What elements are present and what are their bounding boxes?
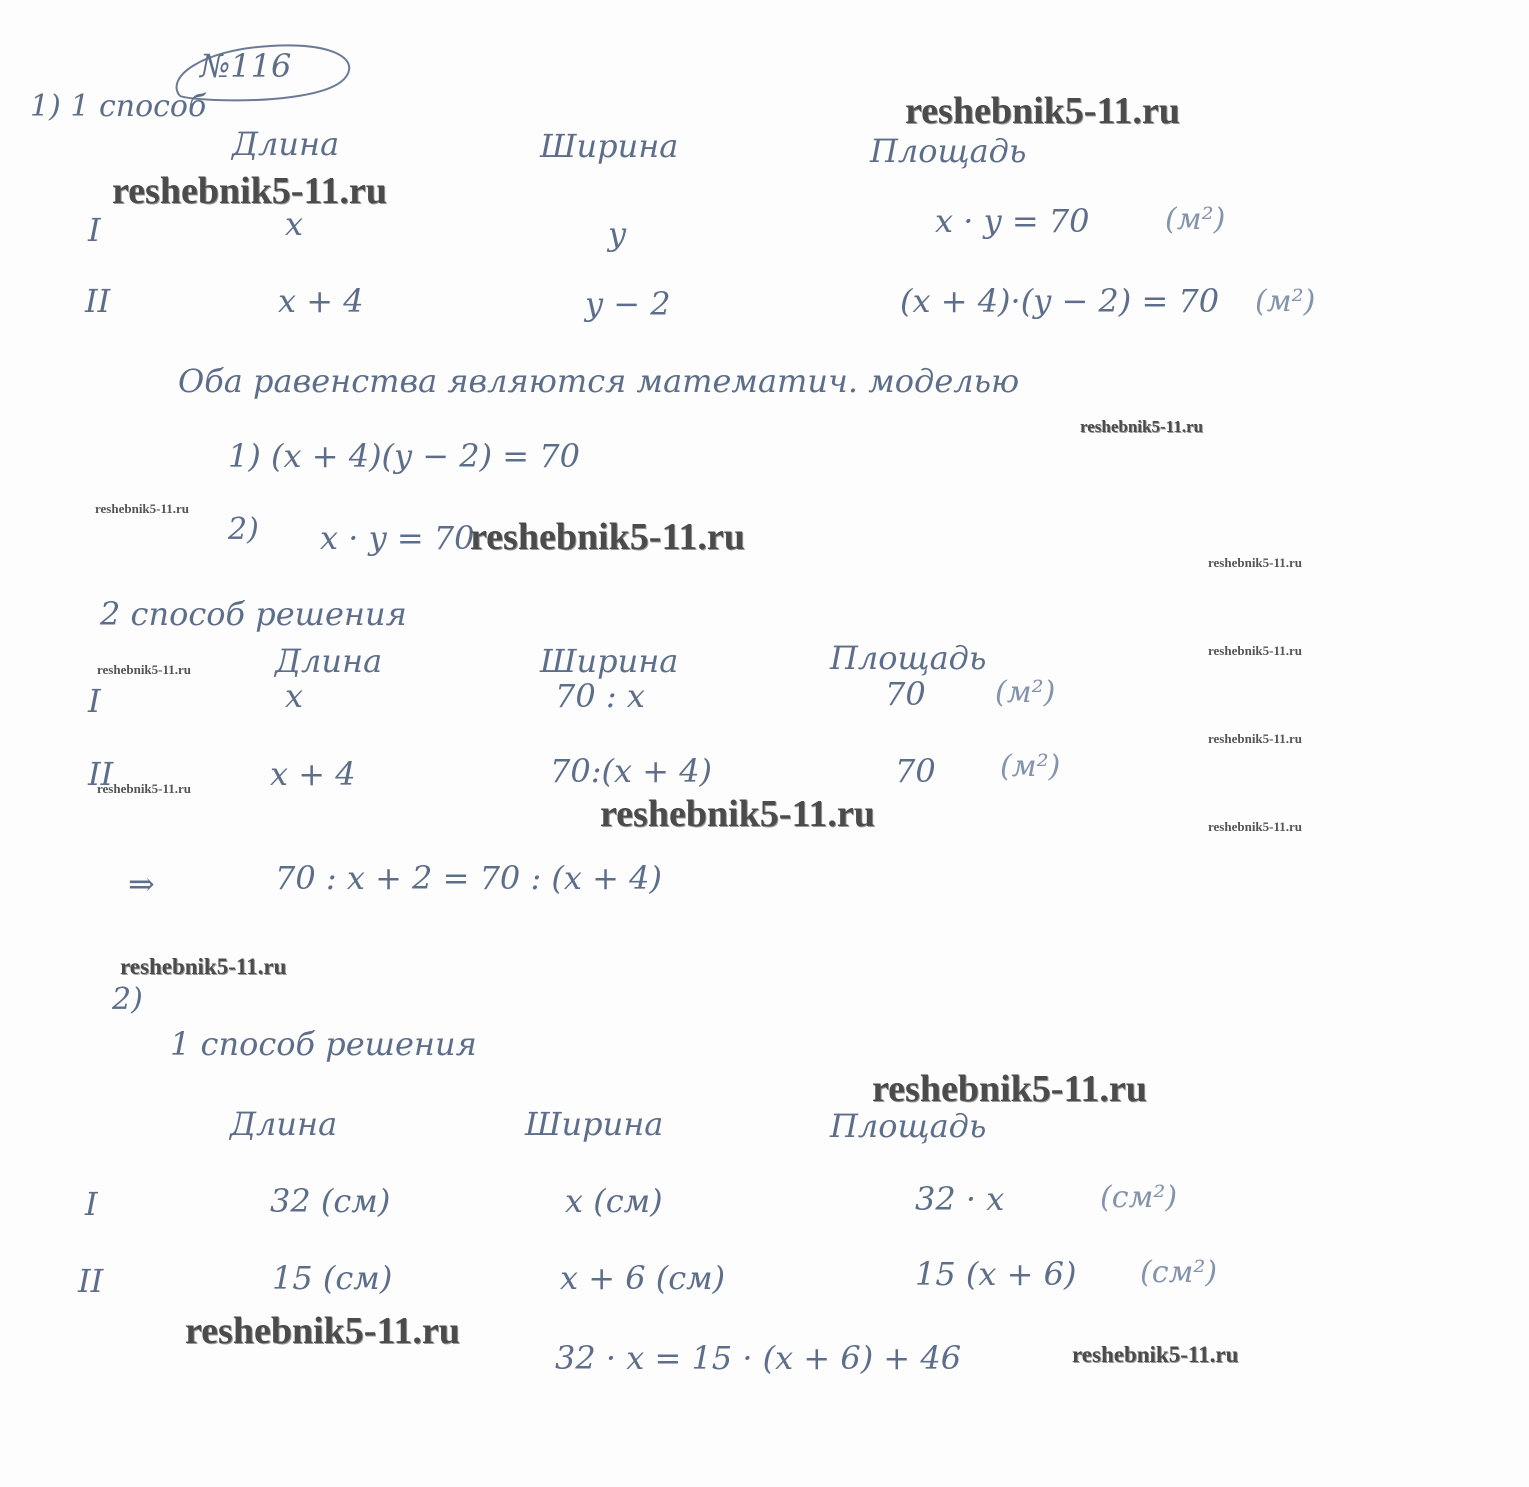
equation-2: x · y = 70 bbox=[320, 519, 475, 557]
watermark: reshebnik5-11.ru bbox=[185, 1310, 460, 1352]
watermark: reshebnik5-11.ru bbox=[120, 954, 287, 979]
cell-area: 70 bbox=[885, 675, 926, 713]
cell-width: 70 : x bbox=[555, 677, 645, 715]
watermark: reshebnik5-11.ru bbox=[872, 1068, 1147, 1110]
watermark: reshebnik5-11.ru bbox=[95, 501, 190, 516]
cell-area: 15 (x + 6) bbox=[915, 1255, 1077, 1293]
row-number: II bbox=[88, 755, 114, 793]
cell-unit: (см²) bbox=[1100, 1180, 1178, 1215]
header-length-2: Длина bbox=[275, 642, 383, 680]
problem-number: №116 bbox=[200, 47, 292, 85]
row-number: II bbox=[78, 1262, 104, 1300]
row-number: I bbox=[85, 1185, 98, 1223]
cell-area: (x + 4)·(y − 2) = 70 bbox=[900, 282, 1220, 320]
header-area-1: Площадь bbox=[870, 132, 1027, 170]
part2-method-label: 1 способ решения bbox=[170, 1025, 477, 1063]
cell-unit: (м²) bbox=[995, 675, 1056, 710]
equation-2-number: 2) bbox=[228, 512, 259, 547]
part1-label: 1) 1 способ bbox=[30, 89, 207, 124]
watermark: reshebnik5-11.ru bbox=[97, 662, 192, 677]
cell-width: 70:(x + 4) bbox=[550, 752, 713, 790]
watermark: reshebnik5-11.ru bbox=[470, 516, 745, 558]
cell-width: y − 2 bbox=[585, 285, 671, 323]
row-number: I bbox=[88, 682, 101, 720]
cell-unit: (м²) bbox=[1165, 202, 1226, 237]
part2-equation: 32 · x = 15 · (x + 6) + 46 bbox=[555, 1339, 962, 1377]
cell-length: x + 4 bbox=[278, 282, 364, 320]
cell-length: 32 (см) bbox=[270, 1182, 391, 1220]
cell-length: x + 4 bbox=[270, 755, 356, 793]
header-width-3: Ширина bbox=[525, 1105, 664, 1143]
header-width-2: Ширина bbox=[540, 642, 679, 680]
equation-1: 1) (x + 4)(y − 2) = 70 bbox=[228, 437, 580, 475]
watermark: reshebnik5-11.ru bbox=[905, 90, 1180, 132]
row-number: II bbox=[85, 282, 111, 320]
watermark: reshebnik5-11.ru bbox=[1208, 643, 1303, 658]
cell-length: x bbox=[285, 677, 304, 715]
header-length-3: Длина bbox=[230, 1105, 338, 1143]
watermark: reshebnik5-11.ru bbox=[1072, 1342, 1239, 1367]
watermark: reshebnik5-11.ru bbox=[1208, 819, 1303, 834]
cell-unit: (см²) bbox=[1140, 1255, 1218, 1290]
header-area-3: Площадь bbox=[830, 1107, 987, 1145]
watermark: reshebnik5-11.ru bbox=[600, 793, 875, 835]
header-area-2: Площадь bbox=[830, 639, 987, 677]
cell-area: 70 bbox=[895, 752, 936, 790]
cell-length: 15 (см) bbox=[272, 1259, 393, 1297]
watermark: reshebnik5-11.ru bbox=[1208, 731, 1303, 746]
header-width-1: Ширина bbox=[540, 127, 679, 165]
implication-arrow: ⇒ bbox=[128, 865, 155, 903]
cell-area: x · y = 70 bbox=[935, 202, 1090, 240]
cell-width: x + 6 (см) bbox=[560, 1259, 726, 1297]
method2-label: 2 способ решения bbox=[100, 595, 407, 633]
cell-unit: (м²) bbox=[1000, 749, 1061, 784]
cell-width: x (см) bbox=[565, 1182, 663, 1220]
cell-width: y bbox=[608, 215, 627, 253]
row-number: I bbox=[88, 211, 101, 249]
watermark: reshebnik5-11.ru bbox=[1208, 555, 1303, 570]
header-length-1: Длина bbox=[232, 125, 340, 163]
watermark: reshebnik5-11.ru bbox=[112, 170, 387, 212]
part2-label: 2) bbox=[112, 982, 143, 1017]
watermark: reshebnik5-11.ru bbox=[97, 781, 192, 796]
cell-unit: (м²) bbox=[1255, 284, 1316, 319]
cell-area: 32 · x bbox=[915, 1180, 1005, 1218]
watermark: reshebnik5-11.ru bbox=[1080, 417, 1203, 436]
result-equation: 70 : x + 2 = 70 : (x + 4) bbox=[275, 859, 662, 897]
model-note: Оба равенства являются математич. моделью bbox=[178, 362, 1020, 400]
cell-length: x bbox=[285, 205, 304, 243]
